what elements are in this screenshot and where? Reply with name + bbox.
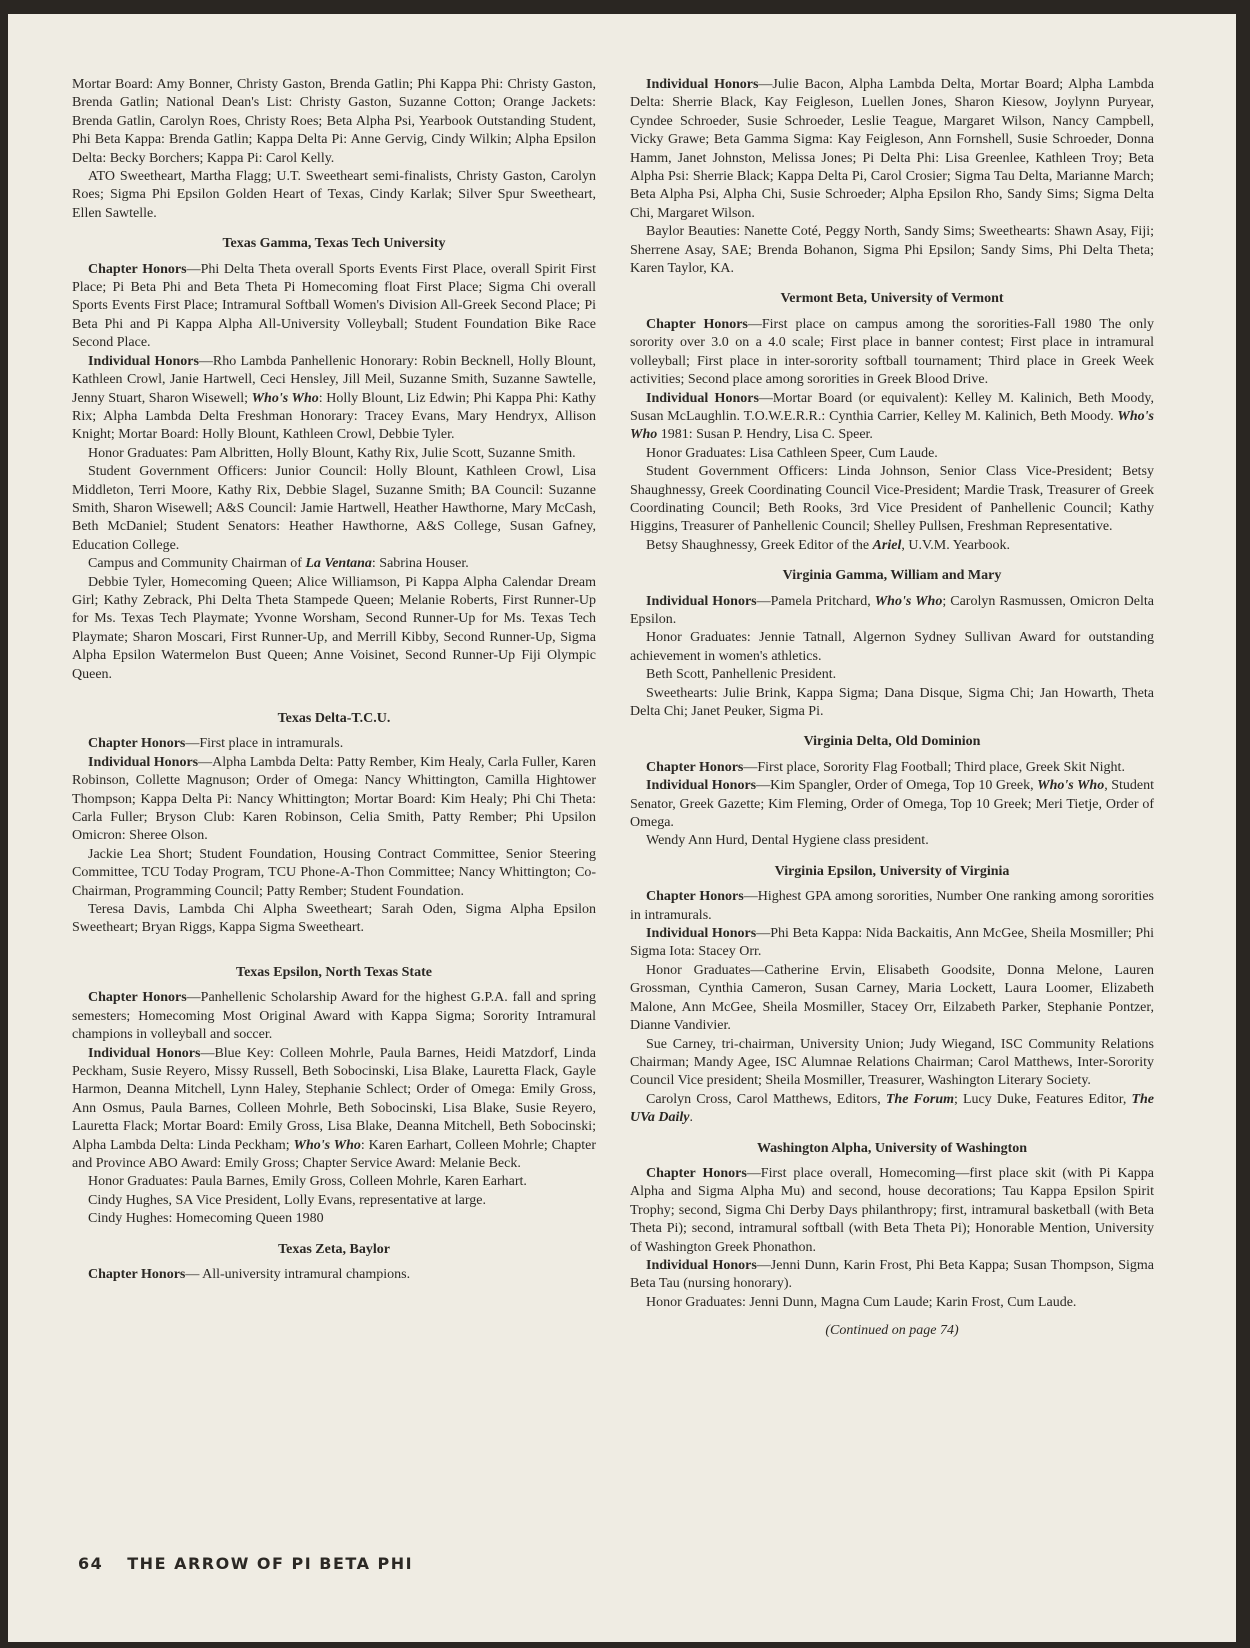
paragraph: Debbie Tyler, Homecoming Queen; Alice Williamson, Pi Kappa Alpha Calendar Dream Girl; Kathy Zebrack, Phi Delta Theta Stampede Queen; Melanie Roberts, First Runner-Up for Ms. Texas Tech Playmate; Yvonne Worsham, Second Runner-Up for Ms. Texas Tech Playmate; Sharon Moscari, First Runner-Up, and Merrill Kibby, Second Runner-Up, Sigma Alpha Epsilon Watermelon Bust Queen; Anne Voisinet, Second Runner-Up Fiji Olympic Queen.	[72, 574, 596, 682]
paragraph: Honor Graduates: Lisa Cathleen Speer, Cum Laude.	[646, 445, 938, 461]
paragraph: Student Government Officers: Junior Council: Holly Blount, Kathleen Crowl, Lisa Middleton, Terri Moore, Kathy Rix, Debbie Slagel, Suzanne Smith; BA Council: Suzanne Smith, Sharon Wisewell; A&S Council: Jamie Hartwell, Heather Hawthorne, Mary McCash, Beth McDaniel; Student Senators: Heather Hawthorne, A&S College, Susan Gafney, Education College.	[72, 464, 596, 553]
paragraph-text: : Sabrina Houser.	[371, 556, 469, 572]
paragraph-text: —Pamela Pritchard,	[756, 593, 875, 609]
section-heading-virginia-epsilon: Virginia Epsilon, University of Virginia	[774, 863, 1010, 879]
right-column	[630, 76, 1154, 1341]
section-heading-vermont-beta: Vermont Beta, University of Vermont	[780, 291, 1004, 307]
individual-honors-paragraph	[72, 754, 596, 846]
paragraph: Baylor Beauties: Nanette Coté, Peggy North, Sandy Sims; Sweethearts: Shawn Asay, Fiji; Sherrene Asay, SAE; Brenda Bohanon, Sigma Phi Epsilon; Sandy Sims, Phi Delta Theta; Karen Taylor, KA.	[630, 224, 1154, 277]
individual-honors-label: Individual Honors	[646, 926, 757, 942]
chapter-honors-label: Chapter Honors	[88, 990, 187, 1006]
paragraph: Honor Graduates: Jenni Dunn, Magna Cum Laude; Karin Frost, Cum Laude.	[646, 1294, 1077, 1310]
chapter-honors-label: Chapter Honors	[646, 316, 748, 332]
italic-title: Ariel	[872, 537, 902, 553]
individual-honors-paragraph	[630, 593, 1154, 630]
italic-title: Who's Who	[293, 1137, 361, 1153]
chapter-honors-label: Chapter Honors	[646, 1165, 747, 1181]
individual-honors-paragraph	[630, 777, 1154, 832]
individual-honors-label: Individual Honors	[646, 778, 757, 794]
paragraph: Cindy Hughes, SA Vice President, Lolly Evans, representative at large.	[88, 1192, 486, 1208]
individual-honors-label: Individual Honors	[646, 77, 759, 92]
chapter-honors-paragraph	[630, 316, 1154, 390]
paragraph-text: ; Carolyn Rasmussen, Omicron Delta Epsilon.	[630, 593, 1155, 627]
paragraph-text: —Mortar Board (or equivalent): Kelley M. Kalinich, Beth Moody, Susan McLaughlin. T.O.W.E.R.R.: Cynthia Carrier, Kelley M. Kalinich, Beth Moody.	[630, 390, 1154, 424]
paragraph-text: — All-university intramural champions.	[185, 1266, 411, 1282]
individual-honors-label: Individual Honors	[88, 1045, 201, 1061]
italic-title: La Ventana	[305, 556, 372, 572]
individual-honors-label: Individual Honors	[88, 353, 199, 369]
paragraph: Sue Carney, tri-chairman, University Union; Judy Wiegand, ISC Community Relations Chairman; Mandy Agee, ISC Alumnae Relations Chairman; Carol Matthews, Inter-Sorority Council Vice president; Sheila Mosmiller, Treasurer, Washington Literary Society.	[630, 1036, 1154, 1089]
individual-honors-paragraph	[630, 76, 1154, 223]
chapter-honors-label: Chapter Honors	[88, 736, 186, 752]
paragraph-text: 1981: Susan P. Hendry, Lisa C. Speer.	[657, 427, 873, 443]
paragraph: Honor Graduates: Pam Albritten, Holly Blount, Kathy Rix, Julie Scott, Suzanne Smith.	[88, 445, 576, 461]
section-heading-texas-delta: Texas Delta-T.C.U.	[277, 711, 391, 726]
paragraph: Wendy Ann Hurd, Dental Hygiene class president.	[646, 833, 929, 849]
chapter-honors-label: Chapter Honors	[88, 1266, 186, 1282]
chapter-honors-paragraph	[72, 1266, 596, 1284]
paragraph-text: —First place on campus among the sororities-Fall 1980 The only sorority over 3.0 on a 4.0 scale; First place in banner contest; First place in intramural volleyball; First place in inter-sorority softball tournament; Third place in Greek Week activities; Second place among sororities in Greek Blood Drive.	[630, 316, 1154, 388]
paragraph-text: Betsy Shaughnessy, Greek Editor of the	[646, 537, 873, 553]
paragraph-text: , U.V.M. Yearbook.	[901, 537, 1010, 553]
paragraph	[72, 555, 596, 573]
chapter-honors-paragraph	[630, 888, 1154, 925]
paragraph: Honor Graduates: Paula Barnes, Emily Gross, Colleen Mohrle, Karen Earhart.	[88, 1174, 527, 1190]
individual-honors-label: Individual Honors	[88, 754, 199, 770]
chapter-honors-paragraph	[72, 735, 596, 753]
individual-honors-paragraph	[72, 1045, 596, 1174]
individual-honors-label: Individual Honors	[646, 390, 759, 406]
paragraph: Student Government Officers: Linda Johnson, Senior Class Vice-President; Betsy Shaughnessy, Greek Coordinating Council Vice-President; Mardie Trask, Treasurer of Greek Coordinating Council; Beth Rooks, 3rd Vice President of Panhellenic Council; Kathy Higgins, Treasurer of Panhellenic Council; Shelley Pullsen, Freshman Representative.	[630, 464, 1154, 535]
paragraph-text: —Blue Key: Colleen Mohrle, Paula Barnes, Heidi Matzdorf, Linda Peckham, Susie Reyero, Missy Russell, Beth Sobocinski, Lisa Blake, Lauretta Flack, Gayle Harmon, Deanna Mitchell, Lynn Haley, Stephanie Schlect; Order of Omega: Emily Gross, Ann Osmus, Paula Barnes, Colleen Mohrle, Beth Sobocinski, Lisa Blake, Susie Reyero, Lauretta Flack; Mortar Board: Emily Gross, Lisa Blake, Deanna Mitchell, Beth Sobocinski; Alpha Lambda Delta: Linda Peckham;	[72, 1045, 596, 1153]
paragraph-text: —Phi Delta Theta overall Sports Events First Place, overall Spirit First Place; Pi Beta Phi and Beta Theta Pi Homecoming float First Place; Sigma Chi overall Sports Events First Place; Intramural Softball Women's Division All-Greek Second Place; Pi Beta Phi and Pi Kappa Alpha All-University Volleyball; Student Foundation Bike Race Second Place.	[72, 261, 597, 351]
chapter-honors-paragraph	[630, 759, 1154, 777]
left-column	[72, 76, 596, 1284]
page-number: 64	[78, 1554, 104, 1573]
chapter-honors-paragraph	[72, 989, 596, 1044]
paragraph: Honor Graduates: Jennie Tatnall, Algernon Sydney Sullivan Award for outstanding achievement in women's athletics.	[630, 630, 1154, 664]
section-heading-virginia-gamma: Virginia Gamma, William and Mary	[782, 568, 1002, 584]
italic-title: Who's Who	[630, 408, 1154, 443]
paragraph-text: —First place overall, Homecoming—first place skit (with Pi Kappa Alpha and Sigma Alpha Mu) and second, house decorations; Tau Kappa Epsilon Spirit Trophy; second, Sigma Chi Derby Days philanthropy; first, intramural basketball (with Beta Theta Pi); second, intramural softball (with Beta Theta Pi); Honorable Mention, University of Washington Greek Phonathon.	[630, 1165, 1155, 1255]
paragraph: ATO Sweetheart, Martha Flagg; U.T. Sweetheart semi-finalists, Christy Gaston, Carolyn Roes; Sigma Phi Epsilon Golden Heart of Texas, Cindy Karlak; Silver Spur Sweetheart, Ellen Sawtelle.	[72, 169, 596, 221]
chapter-honors-label: Chapter Honors	[646, 759, 744, 775]
individual-honors-label: Individual Honors	[646, 1257, 757, 1273]
continued-note: (Continued on page 74)	[825, 1323, 959, 1339]
paragraph-text: : Holly Blount, Liz Edwin; Phi Kappa Phi: Kathy Rix; Alpha Lambda Delta Freshman Honorary: Tracey Evans, Mary Hendryx, Allison Knight; Mortar Board: Holly Blount, Kathleen Crowl, Debbie Tyler.	[72, 390, 596, 443]
paragraph: Sweethearts: Julie Brink, Kappa Sigma; Dana Disque, Sigma Chi; Jan Howarth, Theta Delta Chi; Janet Peuker, Sigma Pi.	[630, 685, 1154, 719]
paragraph: Cindy Hughes: Homecoming Queen 1980	[88, 1211, 324, 1227]
individual-honors-paragraph	[630, 1257, 1154, 1294]
italic-title: Who's Who	[874, 593, 943, 609]
chapter-honors-paragraph	[630, 1165, 1154, 1257]
paragraph-text: Campus and Community Chairman of	[88, 556, 306, 572]
individual-honors-paragraph	[72, 353, 596, 445]
individual-honors-paragraph	[630, 925, 1154, 962]
chapter-honors-label: Chapter Honors	[646, 889, 744, 905]
paragraph-text: Carolyn Cross, Carol Matthews, Editors,	[646, 1091, 886, 1107]
paragraph-text: —Rho Lambda Panhellenic Honorary: Robin Becknell, Holly Blount, Kathleen Crowl, Janie Hartwell, Ceci Hensley, Jill Meil, Suzanne Smith, Suzanne Sawtelle, Jenny Stuart, Sharon Wisewell;	[72, 353, 596, 406]
paragraph-text: —Julie Bacon, Alpha Lambda Delta, Mortar Board; Alpha Lambda Delta: Sherrie Black, Kay Feigleson, Luellen Jones, Sharon Kiesow, Joylynn Puryear, Cyndee Schroeder, Susie Schroeder, Leslie Teague, Margaret Wilson, Nancy Campbell, Vicky Grawe; Beta Gamma Sigma: Kay Feigleson, Ann Fornshell, Susie Schroeder, Donna Hamm, Janet Johnston, Melissa Jones; Pi Delta Phi: Lisa Greenlee, Kathleen Troy; Beta Alpha Psi: Sherrie Black; Kappa Delta Pi, Carol Crosier; Sigma Tau Delta, Marianne March; Beta Alpha Psi, Alpha Chi, Susie Schroeder; Alpha Epsilon Rho, Sandy Sims; Sigma Delta Chi, Margaret Wilson.	[630, 77, 1155, 221]
italic-title: Who's Who	[1037, 778, 1105, 794]
paragraph: Beth Scott, Panhellenic President.	[646, 667, 837, 683]
section-heading-texas-zeta: Texas Zeta, Baylor	[278, 1241, 390, 1257]
paragraph-text: , Student Senator, Greek Gazette; Kim Fleming, Order of Omega, Top 10 Greek; Meri Tietje, Order of Omega.	[630, 778, 1154, 831]
paragraph-text: : Karen Earhart, Colleen Mohrle; Chapter and Province ABO Award: Emily Gross; Chapter Service Award: Melanie Beck.	[72, 1137, 597, 1171]
individual-honors-paragraph	[630, 390, 1154, 445]
paragraph	[630, 1091, 1154, 1128]
paragraph-text: —Panhellenic Scholarship Award for the highest G.P.A. fall and spring semesters; Homecoming Most Original Award with Kappa Sigma; Sorority Intramural champions in volleyball and soccer.	[72, 990, 596, 1043]
chapter-honors-paragraph	[72, 261, 596, 353]
italic-title: The Forum	[885, 1091, 954, 1107]
paragraph: Jackie Lea Short; Student Foundation, Housing Contract Committee, Senior Steering Committee, TCU Today Program, TCU Phone-A-Thon Committee; Nancy Whittington; Co-Chairman, Programming Council; Patty Rember; Student Foundation.	[72, 846, 596, 899]
italic-title: The UVa Daily	[630, 1091, 1154, 1126]
section-heading-virginia-delta: Virginia Delta, Old Dominion	[803, 734, 981, 750]
paragraph	[630, 537, 1154, 555]
section-heading-washington-alpha: Washington Alpha, University of Washington	[756, 1140, 1028, 1156]
paragraph-text: ; Lucy Duke, Features Editor,	[954, 1091, 1132, 1107]
paragraph: Mortar Board: Amy Bonner, Christy Gaston, Brenda Gatlin; Phi Kappa Phi: Christy Gaston, Brenda Gatlin; National Dean's List: Christy Gaston, Suzanne Cotton; Orange Jackets: Brenda Gatlin, Carolyn Roes, Christy Roes; Beta Alpha Psi, Yearbook Outstanding Student, Phi Beta Kappa: Brenda Gatlin; Kappa Delta Pi: Anne Gervig, Cindy Wilkin; Alpha Epsilon Delta: Becky Borchers; Kappa Pi: Carol Kelly.	[72, 77, 596, 166]
paragraph-text: .	[689, 1110, 693, 1126]
paragraph-text: —Highest GPA among sororities, Number One ranking among sororities in intramurals.	[630, 889, 1154, 923]
publication-title: THE ARROW OF PI BETA PHI	[127, 1554, 414, 1573]
paragraph-text: —Jenni Dunn, Karin Frost, Phi Beta Kappa; Susan Thompson, Sigma Beta Tau (nursing honorary).	[630, 1257, 1154, 1292]
section-heading-texas-epsilon: Texas Epsilon, North Texas State	[236, 964, 432, 980]
page-footer	[78, 1554, 413, 1573]
paragraph-text: —First place, Sorority Flag Football; Third place, Greek Skit Night.	[743, 759, 1125, 775]
paragraph-text: —First place in intramurals.	[185, 736, 344, 752]
section-heading-texas-gamma: Texas Gamma, Texas Tech University	[222, 236, 446, 252]
paragraph: Teresa Davis, Lambda Chi Alpha Sweetheart; Sarah Oden, Sigma Alpha Epsilon Sweetheart; Bryan Riggs, Kappa Sigma Sweetheart.	[72, 902, 596, 936]
magazine-page	[8, 14, 1236, 1642]
individual-honors-label: Individual Honors	[646, 593, 757, 609]
paragraph-text: —Phi Beta Kappa: Nida Backaitis, Ann McGee, Sheila Mosmiller; Phi Sigma Iota: Stacey Orr.	[630, 926, 1155, 960]
chapter-honors-label: Chapter Honors	[88, 261, 187, 277]
italic-title: Who's Who	[251, 390, 319, 406]
paragraph-text: —Alpha Lambda Delta: Patty Rember, Kim Healy, Carla Fuller, Karen Robinson, Collette Magnuson; Order of Omega: Nancy Whittington, Camilla Hightower Thompson; Kappa Delta Pi: Nancy Whittington; Mortar Board: Kim Healy; Phi Chi Theta: Carla Fuller; Bryson Club: Karen Robinson, Celia Smith, Patty Rember; Phi Upsilon Omicron: Sheree Olson.	[72, 754, 596, 844]
paragraph-text: —Kim Spangler, Order of Omega, Top 10 Greek,	[756, 778, 1038, 794]
paragraph: Honor Graduates—Catherine Ervin, Elisabeth Goodsite, Donna Melone, Lauren Grossman, Cynthia Cameron, Susan Carney, Maria Lockett, Laura Loomer, Elizabeth Malone, Ann McGee, Sheila Mosmiller, Stacey Orr, Eilzabeth Parker, Stephanie Pontzer, Dianne Vandivier.	[630, 962, 1154, 1034]
